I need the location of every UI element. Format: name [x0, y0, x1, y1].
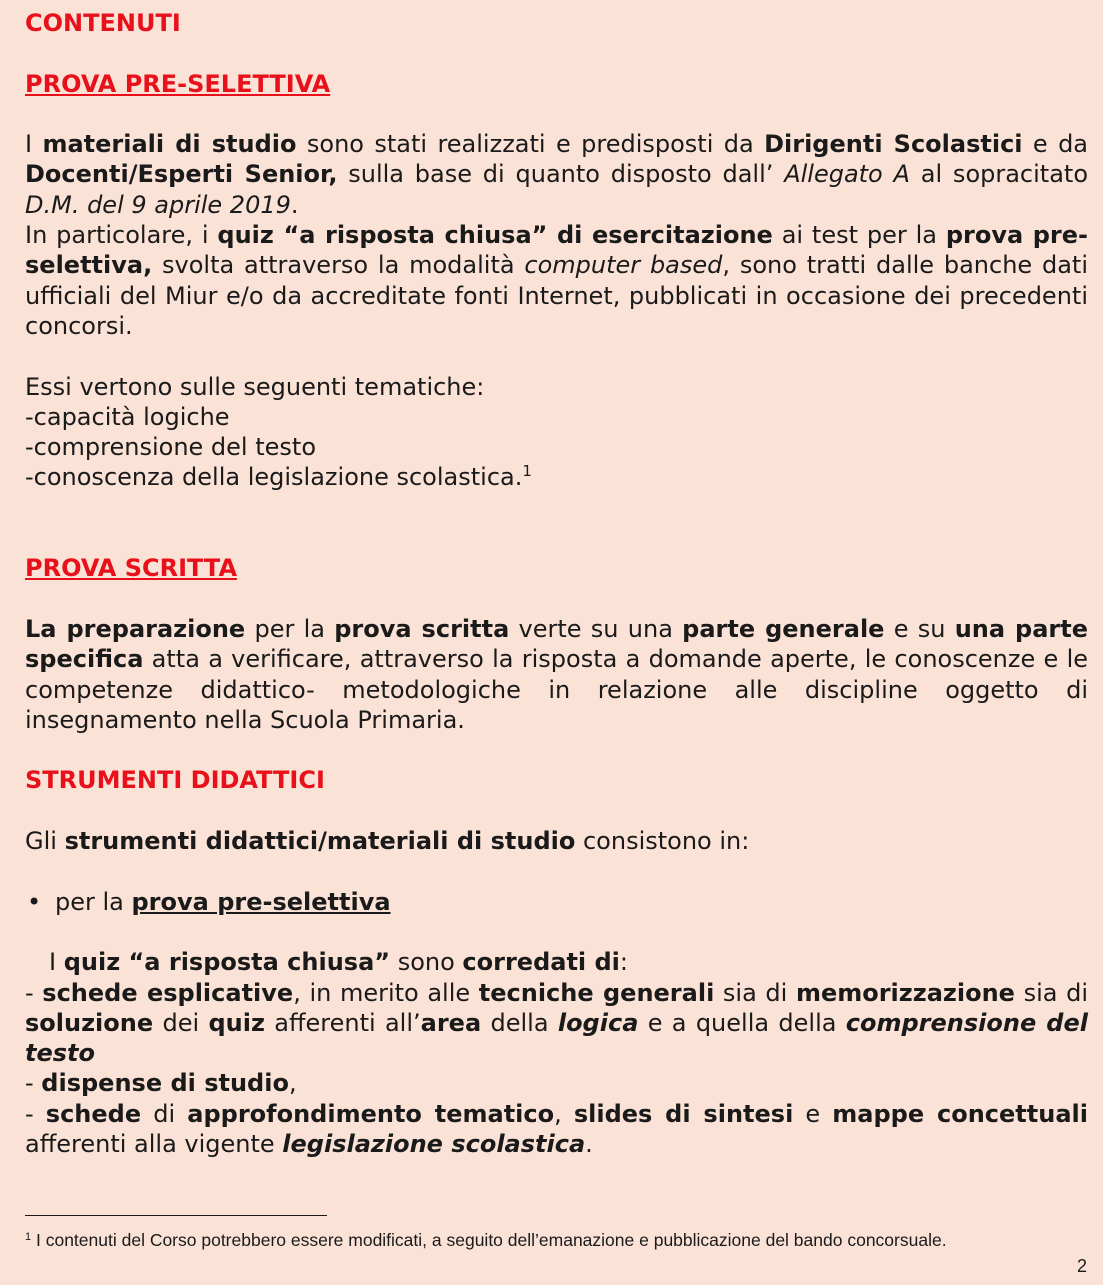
list-item-schede-approfondimento: - schede di approfondimento tematico, slides di sintesi e mappe concettuali afferenti alla vigente legislazione scolastica.: [25, 1099, 1088, 1158]
footnote-text: I contenuti del Corso potrebbero essere modificati, a seguito dell’emanazione e pubblicazione del bando concorsuale.: [31, 1230, 947, 1250]
list-item-schede-esplicative: - schede esplicative, in merito alle tecniche generali sia di memorizzazione sia di soluzione dei quiz afferenti all’area della logica e a quella della comprensione del testo: [25, 978, 1088, 1068]
page-number: 2: [1076, 1256, 1087, 1276]
footnote-number: 1: [25, 1231, 32, 1243]
paragraph-materiali: I materiali di studio sono stati realizzati e predisposti da Dirigenti Scolastici e da Docenti/Esperti Senior, sulla base di quanto disposto dall’ Allegato A al sopracitato D.M. del 9 aprile 2019.: [25, 130, 1089, 219]
document-body: [25, 8, 1088, 1159]
heading-prova-scritta: PROVA SCRITTA: [25, 554, 238, 583]
strumenti-intro: Gli strumenti didattici/materiali di studio consistono in:: [25, 827, 750, 856]
bullet-prova-pre-selettiva: • per la prova pre-selettiva: [27, 887, 391, 916]
footnote-reference: 1: [522, 462, 532, 481]
heading-contenuti: CONTENUTI: [25, 9, 181, 37]
quiz-corredati: I quiz “a risposta chiusa” sono corredati di:: [49, 948, 628, 977]
footnote-divider: [25, 1215, 327, 1216]
bullet-icon: •: [27, 887, 42, 916]
paragraph-prova-scritta: La preparazione per la prova scritta verte su una parte generale e su una parte specifica atta a verificare, attraverso la risposta a domande aperte, le conoscenze e le competenze didattico- metodologiche in relazione alle discipline oggetto di insegnamento nella Scuola Primaria.: [25, 614, 1089, 734]
list-item-dispense: - dispense di studio,: [25, 1069, 297, 1098]
paragraph-quiz: In particolare, i quiz “a risposta chiusa” di esercitazione ai test per la prova pre-selettiva, svolta attraverso la modalità computer based, sono tratti dalle banche dati ufficiali del Miur e/o da accreditate fonti Internet, pubblicati in occasione dei precedenti concorsi.: [25, 221, 1089, 340]
topics-intro: Essi vertono sulle seguenti tematiche:: [25, 372, 485, 401]
topic-item: -capacità logiche: [25, 402, 230, 431]
heading-prova-pre-selettiva: PROVA PRE-SELETTIVA: [25, 69, 331, 98]
topic-item: -conoscenza della legislazione scolastica.$^1$: [25, 462, 532, 492]
topic-item: -comprensione del testo: [25, 433, 316, 462]
footnote: [25, 1229, 947, 1251]
heading-strumenti-didattici: STRUMENTI DIDATTICI: [25, 766, 325, 795]
